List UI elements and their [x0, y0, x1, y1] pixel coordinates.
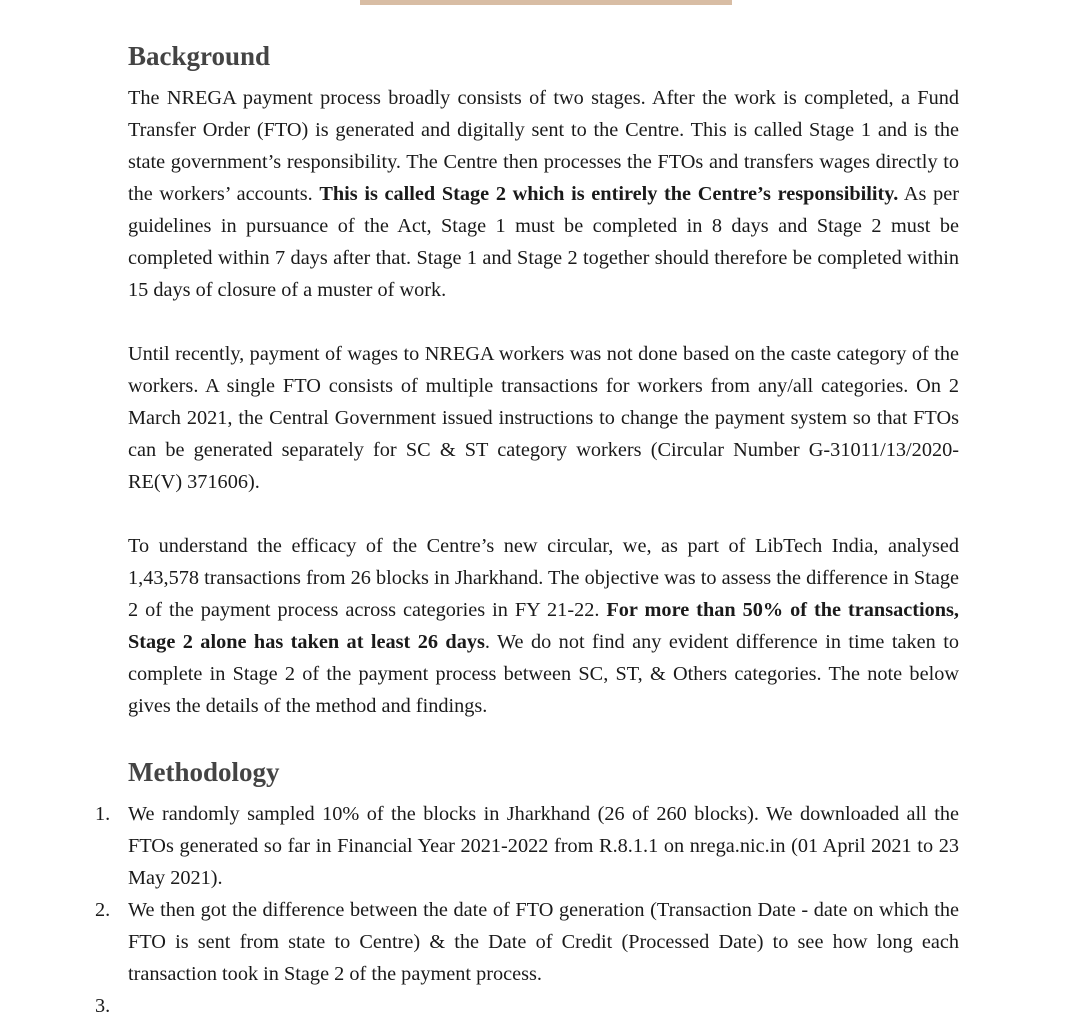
section-heading-methodology: Methodology	[128, 757, 280, 787]
list-item-number: 1.	[95, 803, 111, 825]
background-p1-bold: This is called Stage 2 which is entirely the Centre’s responsibility.	[319, 183, 899, 205]
background-paragraph-1	[128, 82, 959, 306]
background-paragraph-3	[128, 530, 959, 722]
list-item-text: We randomly sampled 10% of the blocks in Jharkhand (26 of 260 blocks). We downloaded all the FTOs generated so far in Financial Year 2021-2022 from R.8.1.1 on nrega.nic.in (01 April 2021 to 23 May 2021).	[128, 803, 959, 889]
list-item-number: 2.	[95, 899, 111, 921]
section-heading-background: Background	[128, 41, 271, 71]
background-p3-text-a: To understand the efficacy of the Centre’s new circular, we, as part of LibTech India, analysed 1,43,578 transactions from 26 blocks in Jharkhand. The objective was to assess the difference in Stage 2 of the payment process across categories in FY 21-22.	[128, 535, 959, 621]
list-item-number: 3.	[95, 995, 111, 1017]
document-body	[95, 38, 959, 1017]
background-p1-text-a: The NREGA payment process broadly consists of two stages. After the work is completed, a Fund Transfer Order (FTO) is generated and digitally sent to the Centre. This is called Stage 1 and is the state government’s responsibility. The Centre then processes the FTOs and transfers wages directly to the workers’ accounts.	[128, 87, 959, 205]
list-item-text: We then got the difference between the date of FTO generation (Transaction Date - date on which the FTO is sent from state to Centre) & the Date of Credit (Processed Date) to see how long each transaction took in Stage 2 of the payment process.	[128, 899, 959, 985]
list-item	[95, 894, 959, 990]
list-item	[95, 798, 959, 894]
header-rule	[360, 0, 732, 5]
background-p1-text-b: As per guidelines in pursuance of the Act, Stage 1 must be completed in 8 days and Stage 2 must be completed within 7 days after that. Stage 1 and Stage 2 together should therefore be completed within 15 days of closure of a muster of work.	[128, 183, 959, 301]
methodology-section	[95, 754, 959, 1017]
methodology-list	[95, 798, 959, 1017]
background-p3-bold: For more than 50% of the transactions, Stage 2 alone has taken at least 26 days	[128, 599, 959, 653]
background-p3-text-b: . We do not find any evident difference in time taken to complete in Stage 2 of the payment process between SC, ST, & Others categories. The note below gives the details of the method and findings.	[128, 631, 959, 717]
background-paragraph-2: Until recently, payment of wages to NREGA workers was not done based on the caste category of the workers. A single FTO consists of multiple transactions for workers from any/all categories. On 2 March 2021, the Central Government issued instructions to change the payment system so that FTOs can be generated separately for SC & ST category workers (Circular Number G-31011/13/2020-RE(V) 371606).	[128, 343, 959, 493]
